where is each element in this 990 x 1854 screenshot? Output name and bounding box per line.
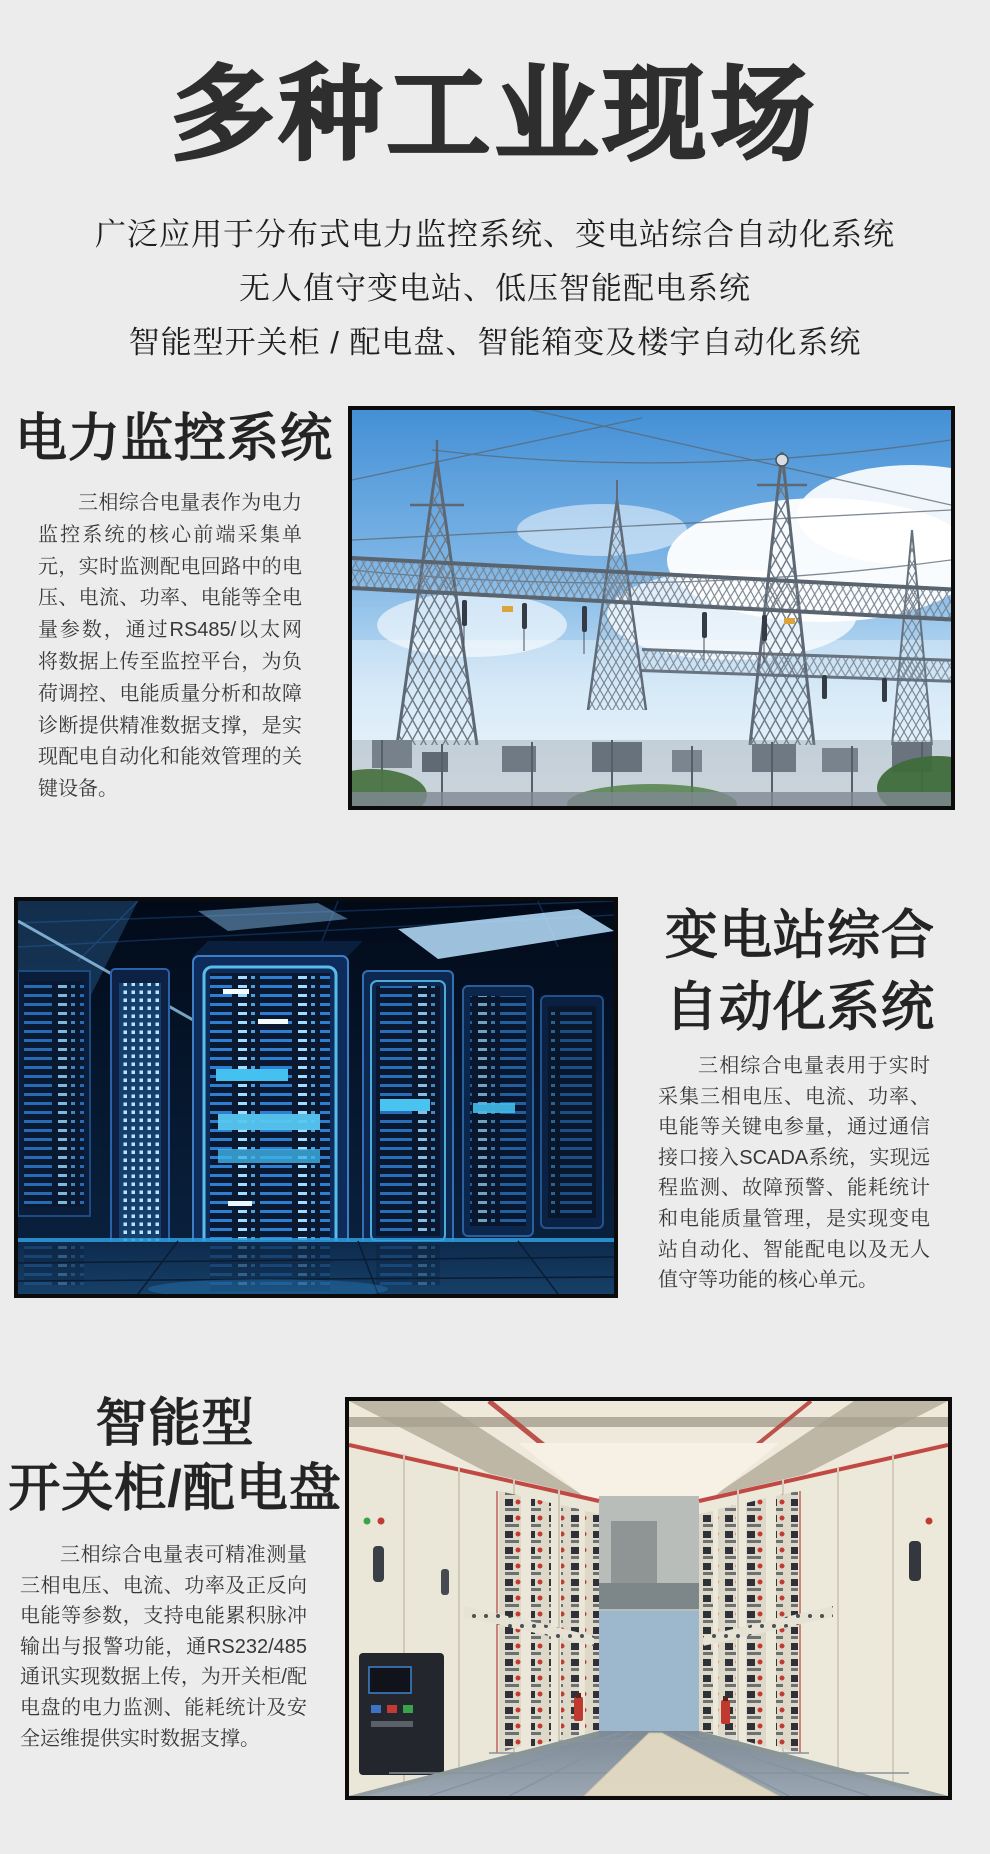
server-room-illustration [18, 901, 614, 1294]
section-title-smart-switchgear [0, 1392, 350, 1522]
section-body-smart-switchgear: 三相综合电量表可精准测量三相电压、电流、功率及正反向电能等参数，支持电能累积脉冲输出与报警功能，通RS232/485通讯实现数据上传，为开关柜/配电盘的电力监测、能耗统计及安全运维提供实时数据支撑。 [20, 1544, 307, 1750]
switchgear-room-illustration [349, 1401, 948, 1796]
section-body-power-monitoring: 三相综合电量表作为电力监控系统的核心前端采集单元，实时监测配电回路中的电压、电流、功率、电能等全电量参数，通过RS485/以太网将数据上传至监控平台，为负荷调控、电能质量分析和故障诊断提供精准数据支撑，是实现配电自动化和能效管理的关键设备。 [38, 492, 302, 801]
section-title-line: 变电站综合 [665, 906, 935, 965]
subtitle-line: 无人值守变电站、低压智能配电系统 [239, 271, 751, 306]
switchgear-room-photo [345, 1397, 952, 1800]
header-subtitles [0, 208, 990, 370]
section-body-substation-automation: 三相综合电量表用于实时采集三相电压、电流、功率、电能等关键电参量，通过通信接口接入SCADA系统，实现远程监测、故障预警、能耗统计和电能质量管理，是实现变电站自动化、智能配电以及无人值守等功能的核心单元。 [658, 1055, 930, 1292]
section-title-power-monitoring [0, 406, 348, 472]
transmission-towers-photo [348, 406, 955, 810]
section-title-line: 电力监控系统 [14, 410, 333, 468]
section-title-line: 自动化系统 [665, 978, 935, 1037]
section-title-substation-automation [633, 900, 967, 1044]
transmission-towers-illustration [352, 410, 951, 806]
subtitle-line: 智能型开关柜 / 配电盘、智能箱变及楼宇自动化系统 [128, 325, 862, 360]
server-room-photo [14, 897, 618, 1298]
subtitle-line: 广泛应用于分布式电力监控系统、变电站综合自动化系统 [95, 217, 895, 252]
section-title-line: 智能型 [95, 1395, 255, 1453]
section-title-line: 开关柜/配电盘 [8, 1460, 342, 1518]
page-title: 多种工业现场 [171, 57, 819, 172]
